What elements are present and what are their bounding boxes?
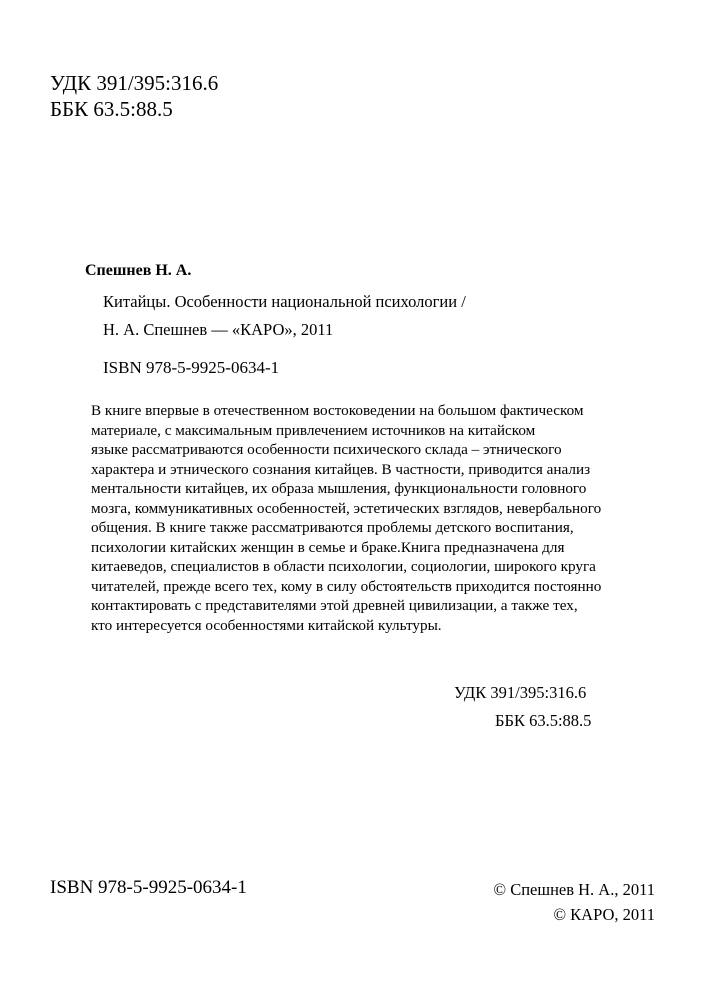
author-name: Спешнев Н. А.	[85, 262, 192, 279]
bbk-code-top: ББК 63.5:88.5	[50, 97, 173, 121]
bbk-code-right: ББК 63.5:88.5	[495, 711, 592, 730]
isbn-middle: ISBN 978-5-9925-0634-1	[103, 358, 280, 377]
abstract-line: ментальности китайцев, их образа мышления, функциональности головного	[91, 480, 587, 497]
abstract-line: контактировать с представителями этой древней цивилизации, а также тех,	[91, 597, 578, 614]
abstract-paragraph	[91, 401, 671, 635]
abstract-line: кто интересуется особенностями китайской культуры.	[91, 616, 442, 634]
abstract-line: характера и этнического сознания китайцев. В частности, приводится анализ	[91, 460, 591, 478]
abstract-line: психологии китайских женщин в семье и браке.Книга предназначена для	[91, 538, 565, 556]
abstract-line: В книге впервые в отечественном востоковедении на большом фактическом	[91, 402, 584, 419]
abstract-line: материале, с максимальным привлечением источников на китайском	[91, 421, 536, 439]
copyright-author: © Спешнев Н. А., 2011	[493, 880, 655, 899]
publication-info-line: Н. А. Спешнев — «КАРО», 2011	[103, 320, 334, 339]
copyright-publisher: © КАРО, 2011	[553, 905, 655, 924]
abstract-line: мозга, коммуникативных особенностей, эстетических взглядов, невербального	[91, 499, 602, 517]
udk-code-top: УДК 391/395:316.6	[50, 71, 219, 95]
abstract-line: китаеведов, специалистов в области психологии, социологии, широкого круга	[91, 558, 596, 575]
abstract-line: читателей, прежде всего тех, кому в силу обстоятельств приходится постоянно	[91, 577, 602, 595]
udk-code-right: УДК 391/395:316.6	[454, 683, 587, 702]
book-title-line: Китайцы. Особенности национальной психологии /	[103, 292, 466, 311]
isbn-bottom: ISBN 978-5-9925-0634-1	[50, 877, 247, 898]
abstract-line: языке рассматриваются особенности психического склада – этнического	[91, 441, 562, 458]
abstract-line: общения. В книге также рассматриваются проблемы детского воспитания,	[91, 519, 574, 536]
